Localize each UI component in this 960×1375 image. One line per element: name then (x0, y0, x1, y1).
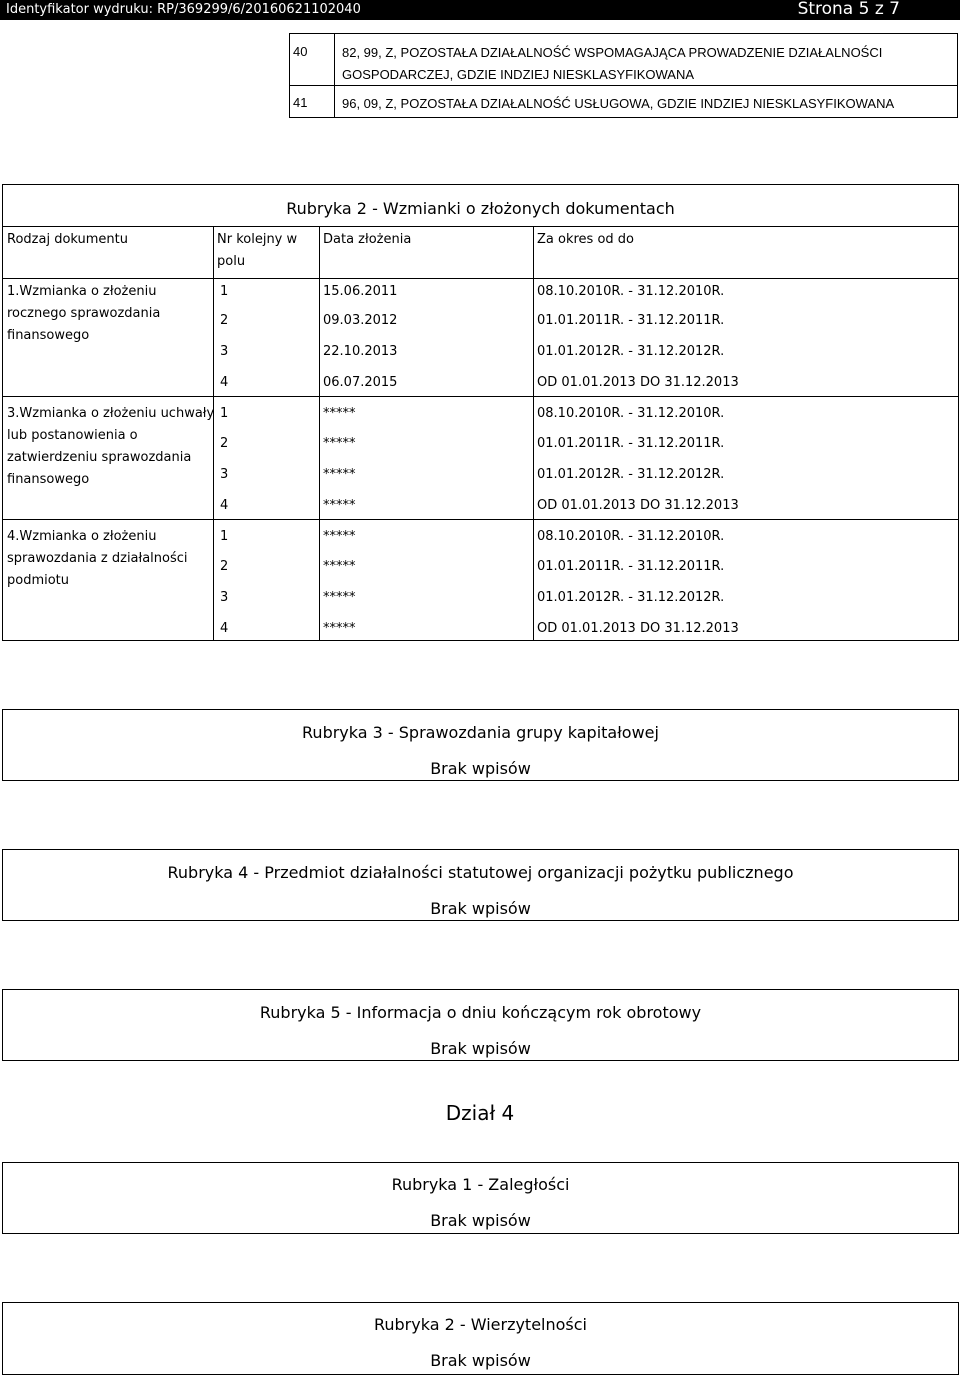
rubryka4-section (2, 849, 959, 921)
document-type: zatwierdzeniu sprawozdania (7, 450, 192, 465)
document-type: finansowego (7, 328, 90, 343)
col-header-nr-cont: polu (217, 254, 246, 269)
pkd-row-description: GOSPODARCZEJ, GDZIE INDZIEJ NIESKLASYFIKOWANA (342, 67, 695, 82)
pkd-row-description: 96, 09, Z, POZOSTAŁA DZIAŁALNOŚĆ USŁUGOWA, GDZIE INDZIEJ NIESKLASYFIKOWANA (342, 96, 895, 111)
row-nr: 4 (220, 375, 229, 390)
document-type: rocznego sprawozdania (7, 306, 161, 321)
row-period: 01.01.2012R. - 31.12.2012R. (537, 344, 725, 359)
row-date: 06.07.2015 (323, 375, 398, 390)
row-period: 01.01.2011R. - 31.12.2011R. (537, 436, 725, 451)
rubryka3-value: Brak wpisów (430, 759, 531, 778)
row-nr: 1 (220, 284, 229, 299)
row-date: ***** (323, 406, 356, 421)
row-nr: 4 (220, 498, 229, 513)
dzial4-heading: Dział 4 (445, 1101, 515, 1125)
row-period: 01.01.2012R. - 31.12.2012R. (537, 467, 725, 482)
print-identifier: Identyfikator wydruku: RP/369299/6/20160621102040 (6, 2, 361, 17)
dzial4-rubryka1-value: Brak wpisów (430, 1211, 531, 1230)
row-nr: 3 (220, 467, 229, 482)
row-period: 01.01.2012R. - 31.12.2012R. (537, 590, 725, 605)
col-header-date: Data złożenia (323, 232, 412, 247)
rubryka5-value: Brak wpisów (430, 1039, 531, 1058)
row-period: 01.01.2011R. - 31.12.2011R. (537, 313, 725, 328)
col-header-type: Rodzaj dokumentu (7, 232, 128, 247)
document-type: sprawozdania z działalności (7, 551, 188, 566)
row-nr: 1 (220, 406, 229, 421)
dzial4-rubryka1-section (2, 1162, 959, 1234)
rubryka4-value: Brak wpisów (430, 899, 531, 918)
rubryka3-section (2, 709, 959, 781)
dzial4-rubryka1-title: Rubryka 1 - Zaległości (391, 1175, 570, 1194)
rubryka5-section (2, 989, 959, 1061)
row-nr: 2 (220, 559, 229, 574)
rubryka4-title: Rubryka 4 - Przedmiot działalności statutowej organizacji pożytku publicznego (167, 863, 794, 882)
document-type: 3.Wzmianka o złożeniu uchwały (7, 406, 215, 421)
col-header-nr: Nr kolejny w (217, 232, 298, 247)
row-period: 01.01.2011R. - 31.12.2011R. (537, 559, 725, 574)
row-date: ***** (323, 621, 356, 636)
document-type: podmiotu (7, 573, 70, 588)
col-header-period: Za okres od do (537, 232, 634, 247)
row-period: 08.10.2010R. - 31.12.2010R. (537, 406, 725, 421)
row-period: OD 01.01.2013 DO 31.12.2013 (537, 375, 739, 390)
document-type: 4.Wzmianka o złożeniu (7, 529, 157, 544)
rubryka2-table (2, 184, 959, 641)
pkd-table (289, 33, 958, 118)
pkd-row-number: 41 (293, 95, 308, 110)
row-nr: 4 (220, 621, 229, 636)
pkd-row-number: 40 (293, 44, 308, 59)
rubryka3-title: Rubryka 3 - Sprawozdania grupy kapitałowej (302, 723, 659, 742)
dzial4-rubryka2-title: Rubryka 2 - Wierzytelności (373, 1315, 587, 1334)
row-date: ***** (323, 467, 356, 482)
row-date: ***** (323, 559, 356, 574)
row-date: ***** (323, 590, 356, 605)
document-type: finansowego (7, 472, 90, 487)
print-header (0, 0, 960, 20)
row-period: 08.10.2010R. - 31.12.2010R. (537, 284, 725, 299)
document-type: lub postanowienia o (7, 428, 138, 443)
row-period: OD 01.01.2013 DO 31.12.2013 (537, 621, 739, 636)
row-nr: 2 (220, 436, 229, 451)
document-type: 1.Wzmianka o złożeniu (7, 284, 157, 299)
row-date: ***** (323, 529, 356, 544)
pkd-row-description: 82, 99, Z, POZOSTAŁA DZIAŁALNOŚĆ WSPOMAGAJĄCA PROWADZENIE DZIAŁALNOŚCI (342, 45, 883, 60)
row-date: 22.10.2013 (323, 344, 398, 359)
dzial4-rubryka2-section (2, 1302, 959, 1375)
rubryka5-title: Rubryka 5 - Informacja o dniu kończącym rok obrotowy (259, 1003, 702, 1022)
dzial4-rubryka2-value: Brak wpisów (430, 1351, 531, 1370)
row-date: ***** (323, 436, 356, 451)
row-period: 08.10.2010R. - 31.12.2010R. (537, 529, 725, 544)
rubryka2-title: Rubryka 2 - Wzmianki o złożonych dokumentach (286, 199, 675, 218)
row-nr: 2 (220, 313, 229, 328)
row-period: OD 01.01.2013 DO 31.12.2013 (537, 498, 739, 513)
row-nr: 1 (220, 529, 229, 544)
row-date: 15.06.2011 (323, 284, 398, 299)
row-nr: 3 (220, 590, 229, 605)
page-number: Strona 5 z 7 (797, 0, 900, 19)
row-date: 09.03.2012 (323, 313, 398, 328)
row-date: ***** (323, 498, 356, 513)
row-nr: 3 (220, 344, 229, 359)
